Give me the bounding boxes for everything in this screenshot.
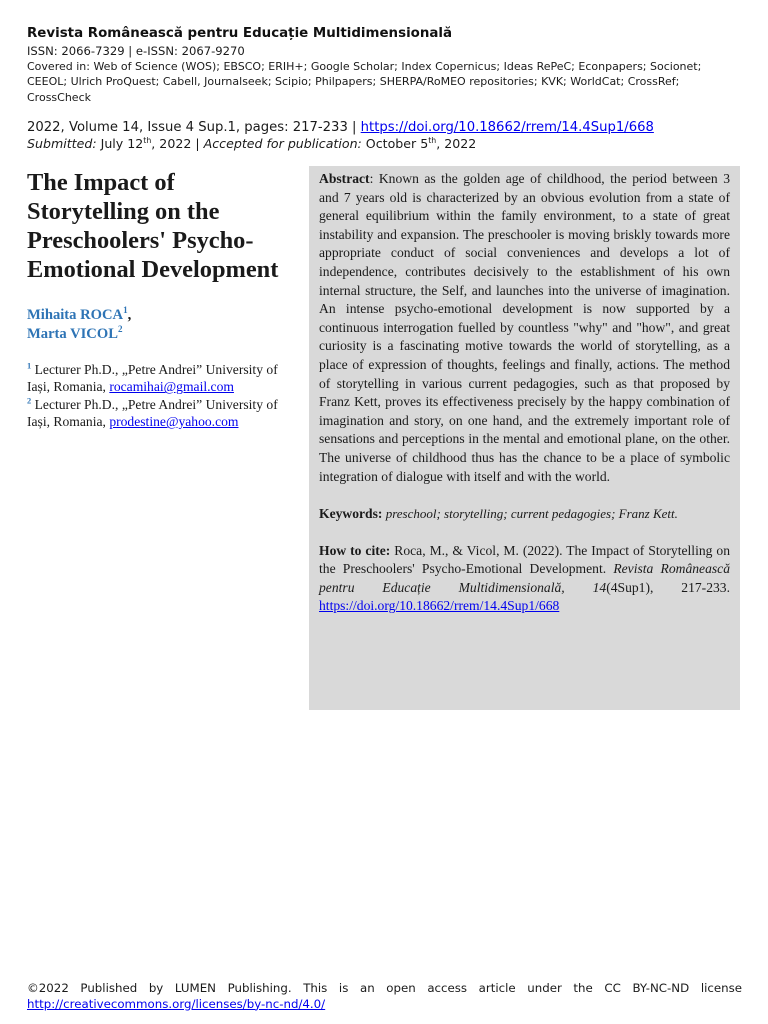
title-column bbox=[27, 168, 299, 431]
author-name: Marta VICOL bbox=[27, 326, 118, 342]
issue-details: 2022, Volume 14, Issue 4 Sup.1, pages: 217-233 | bbox=[27, 120, 361, 136]
cite-doi-link[interactable]: https://doi.org/10.18662/rrem/14.4Sup1/668 bbox=[319, 598, 560, 614]
affiliation-sup: 2 bbox=[27, 395, 32, 406]
indexing-coverage: Covered in: Web of Science (WOS); EBSCO; ERIH+; Google Scholar; Index Copernicus; Ideas RePeC; Econpapers; Socionet; CEEOL; Ulrich ProQuest; Cabell, Journalseek; Scipio; Philpapers; SHERPA/RoMEO repositories; KVK; WorldCat; CrossRef; CrossCheck bbox=[27, 60, 702, 104]
cite-journal: Revista Românească pentru Educație Multidimensională, 14 bbox=[319, 561, 730, 595]
author-sup: 2 bbox=[117, 324, 123, 335]
journal-title: Revista Românească pentru Educație Multidimensională bbox=[27, 26, 453, 41]
affiliation-list bbox=[27, 361, 299, 431]
license-link[interactable]: http://creativecommons.org/licenses/by-nc-nd/4.0/ bbox=[27, 996, 326, 1011]
doi-link[interactable]: https://doi.org/10.18662/rrem/14.4Sup1/668 bbox=[360, 120, 654, 136]
accepted-date: October 5 bbox=[361, 136, 429, 152]
author-list bbox=[27, 306, 299, 344]
cite-text: Roca, M., & Vicol, M. (2022). The Impact of Storytelling on the Preschoolers' Psycho-Emotional Development. bbox=[319, 542, 730, 577]
accepted-sup: th bbox=[428, 136, 437, 146]
abstract-label: Abstract bbox=[319, 171, 370, 186]
affiliation-sup: 1 bbox=[27, 360, 32, 371]
keywords-list: preschool; storytelling; current pedagogies; Franz Kett. bbox=[382, 506, 678, 522]
author-name: Mihaita ROCA bbox=[27, 307, 124, 323]
affiliation-item bbox=[27, 396, 299, 431]
cite-issue: (4Sup1), 217-233. bbox=[606, 579, 730, 595]
submitted-label: Submitted: bbox=[27, 136, 97, 152]
affiliation-item bbox=[27, 361, 299, 396]
author-item: Mihaita ROCA$^1$, bbox=[27, 305, 132, 323]
abstract-paragraph bbox=[319, 170, 730, 486]
submitted-year: , 2022 | bbox=[151, 136, 204, 152]
issn-line: ISSN: 2066-7329 | e-ISSN: 2067-9270 bbox=[27, 44, 245, 58]
author-item bbox=[27, 325, 299, 344]
affiliation-text: Lecturer Ph.D., „Petre Andrei” University of Iași, Romania, bbox=[27, 362, 278, 395]
submitted-date: July 12 bbox=[96, 136, 144, 152]
how-to-cite-paragraph bbox=[319, 542, 730, 616]
license-footer bbox=[27, 981, 742, 1012]
license-text: ©2022 Published by LUMEN Publishing. This is an open access article under the CC BY-NC-ND license bbox=[27, 981, 742, 995]
journal-header bbox=[27, 25, 742, 152]
issue-info bbox=[27, 119, 742, 136]
keywords-paragraph bbox=[319, 505, 730, 524]
paper-title: The Impact of Storytelling on the Preschoolers' Psycho-Emotional Development bbox=[27, 169, 279, 283]
author-sup: 1 bbox=[123, 305, 128, 316]
affiliation-text: Lecturer Ph.D., „Petre Andrei” University of Iași, Romania, bbox=[27, 396, 278, 430]
submission-dates bbox=[27, 136, 742, 152]
accepted-label: Accepted for publication: bbox=[203, 136, 362, 152]
abstract-box bbox=[309, 166, 740, 710]
author-email-link[interactable]: rocamihai@gmail.com bbox=[109, 379, 234, 395]
author-email-link[interactable]: prodestine@yahoo.com bbox=[109, 414, 239, 430]
abstract-text: : Known as the golden age of childhood, the period between 3 and 7 years old is characterized by an obvious evolution from a state of general equilibrium within the family environment, to a state of great instability and expansion. The preschooler is moving briskly towards more appropriate conduct of social conveniences and develops a lot of independence, contributes decisively to the establishment of his own internal structure, the Self, and launches into the universe of imagination. An intense psycho-emotional development is now supported by a continuous interrogation fuelled by countless "why" and "how", and great curiosity is a fascinating motive towards the world of storytelling, as a place of expression of thoughts, feelings and finally, actions. The method of storytelling in various current pedagogies, such as that proposed by Franz Kett, proves its effectiveness precisely by the happy combination of imagination and story, on one hand, and the extremely important role of sensations and perceptions in the mental and emotional plane, on the other. The universe of childhood thus has the chance to be a place of symbolic integration of dialogue with itself and with the world. bbox=[319, 171, 730, 484]
keywords-label: Keywords: bbox=[319, 506, 383, 522]
submitted-sup: th bbox=[143, 136, 152, 146]
cite-label: How to cite: bbox=[319, 542, 391, 558]
accepted-year: , 2022 bbox=[436, 136, 477, 152]
